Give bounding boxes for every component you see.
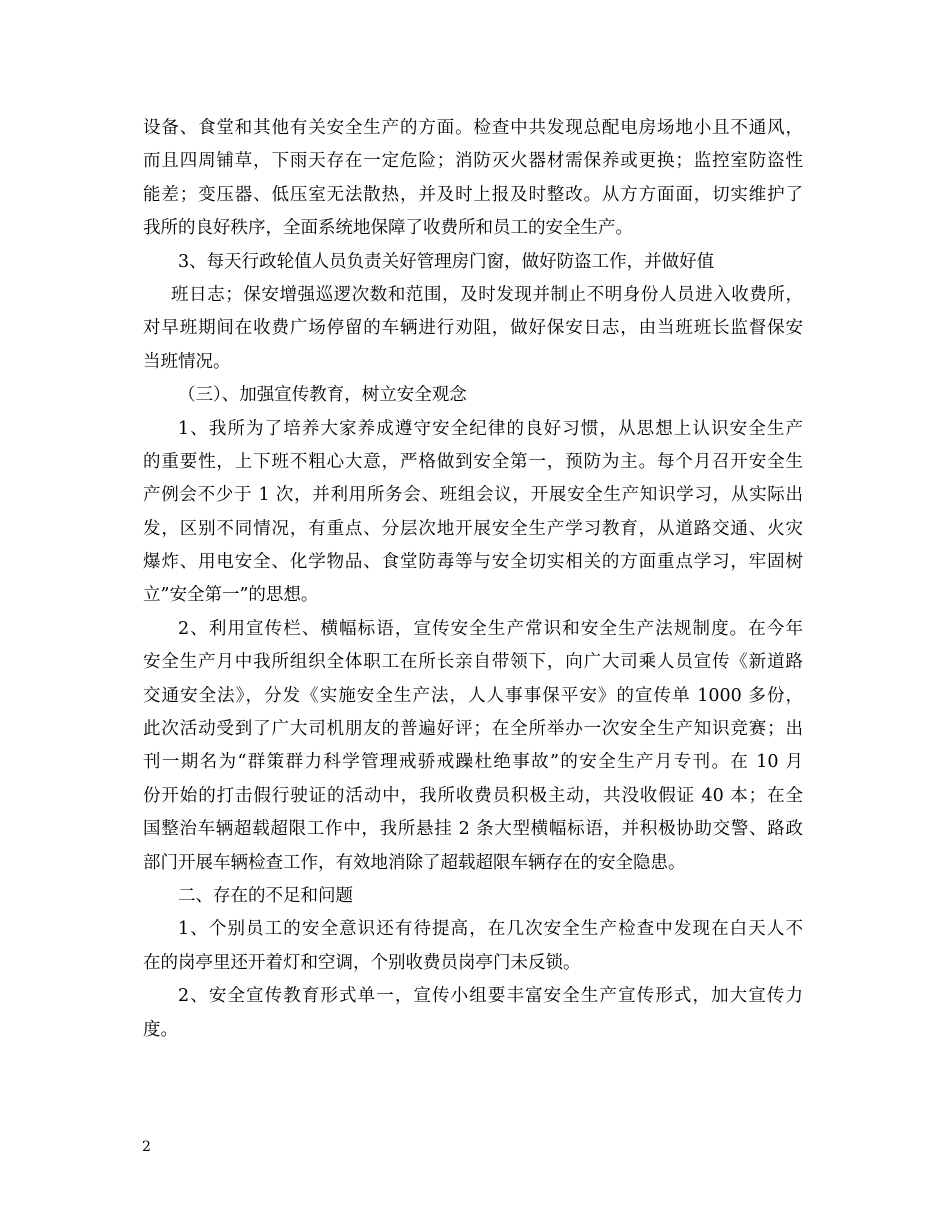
text-line: 的重要性，上下班不粗心大意，严格做到安全第一，预防为主。每个月召开安全生	[143, 451, 803, 472]
text-line: 交通安全法》，分发《实施安全生产法，人人事事保平安》的宣传单 1000 多份，	[143, 685, 803, 706]
text-line: 安全生产月中我所组织全体职工在所长亲自带领下，向广大司乘人员宣传《新道路	[143, 652, 803, 673]
text-line: 3、每天行政轮值人员负责关好管理房门窗，做好防盗工作，并做好值	[178, 251, 715, 272]
text-line: 此次活动受到了广大司机朋友的普遍好评；在全所举办一次安全生产知识竞赛；出	[143, 719, 803, 740]
text-line: 我所的良好秩序，全面系统地保障了收费所和员工的安全生产。	[143, 218, 633, 239]
page-number: 2	[142, 1139, 151, 1155]
text-line: 立”安全第一”的思想。	[143, 585, 319, 606]
text-line: 产例会不少于 1 次，并利用所务会、班组会议，开展安全生产知识学习，从实际出	[143, 485, 803, 506]
text-line: 1、我所为了培养大家养成遵守安全纪律的良好习惯，从思想上认识安全生产	[178, 418, 803, 439]
text-line: 2、安全宣传教育形式单一，宣传小组要丰富安全生产宣传形式，加大宣传力	[178, 986, 803, 1007]
text-line: 刊一期名为“群策群力科学管理戒骄戒躁杜绝事故”的安全生产月专刊。在 10 月	[143, 752, 803, 773]
text-line: 爆炸、用电安全、化学物品、食堂防毒等与安全切实相关的方面重点学习，牢固树	[143, 552, 803, 573]
document-body	[143, 112, 803, 1047]
text-line: 国整治车辆超载超限工作中，我所悬挂 2 条大型横幅标语，并积极协助交警、路政	[143, 819, 803, 840]
text-line: 度。	[143, 1019, 178, 1040]
text-line: 当班情况。	[143, 351, 231, 372]
text-line: 二、存在的不足和问题	[178, 885, 353, 906]
text-line: 班日志；保安增强巡逻次数和范围，及时发现并制止不明身份人员进入收费所，	[171, 284, 803, 305]
text-line: 在的岗亭里还开着灯和空调，个别收费员岗亭门未反锁。	[143, 952, 581, 973]
text-line: 发，区别不同情况，有重点、分层次地开展安全生产学习教育，从道路交通、火灾	[143, 518, 803, 539]
text-line: 设备、食堂和其他有关安全生产的方面。检查中共发现总配电房场地小且不通风，	[143, 118, 803, 138]
text-line: 2、利用宣传栏、横幅标语，宣传安全生产常识和安全生产法规制度。在今年	[178, 618, 803, 639]
text-line: 对早班期间在收费广场停留的车辆进行劝阻，做好保安日志，由当班班长监督保安	[143, 318, 803, 339]
text-line: 份开始的打击假行驶证的活动中，我所收费员积极主动，共没收假证 40 本；在全	[143, 785, 803, 806]
text-line: 部门开展车辆检查工作，有效地消除了超载超限车辆存在的安全隐患。	[143, 852, 686, 873]
text-line: 能差；变压器、低压室无法散热，并及时上报及时整改。从方方面面，切实维护了	[143, 184, 803, 205]
text-line: 而且四周铺草，下雨天存在一定危险；消防灭火器材需保养或更换；监控室防盗性	[143, 151, 803, 172]
text-line: 1、个别员工的安全意识还有待提高，在几次安全生产检查中发现在白天人不	[178, 919, 803, 940]
text-line: （三）、加强宣传教育，树立安全观念	[178, 385, 467, 406]
